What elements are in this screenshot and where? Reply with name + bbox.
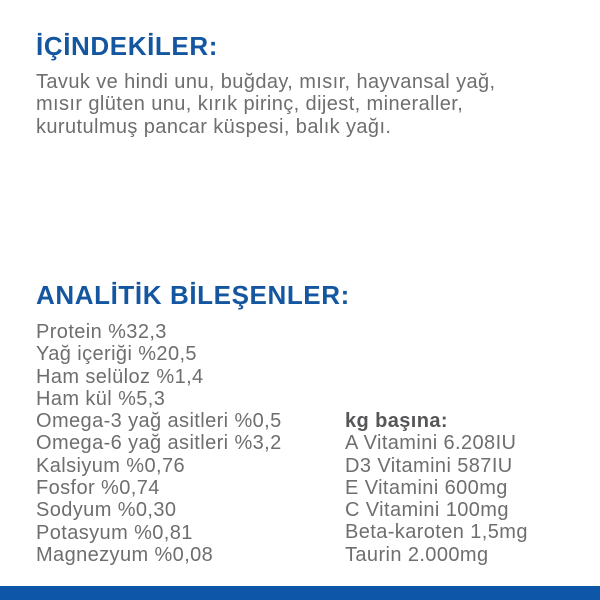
analytic-item: Omega-6 yağ asitleri %3,2 bbox=[36, 432, 282, 455]
per-kg-item: A Vitamini 6.208IU bbox=[345, 432, 517, 455]
analytic-item: Sodyum %0,30 bbox=[36, 499, 177, 522]
ingredients-heading: İÇİNDEKİLER: bbox=[36, 31, 218, 61]
per-kg-heading: kg başına: bbox=[345, 410, 448, 432]
per-kg-list bbox=[345, 432, 528, 566]
bottom-accent-bar bbox=[0, 586, 600, 600]
per-kg-column bbox=[345, 410, 528, 566]
ingredients-line: Tavuk ve hindi unu, buğday, mısır, hayvansal yağ, bbox=[36, 71, 496, 93]
ingredients-line: kurutulmuş pancar küspesi, balık yağı. bbox=[36, 115, 392, 138]
analytic-item: Yağ içeriği %20,5 bbox=[36, 343, 197, 366]
analytic-item: Potasyum %0,81 bbox=[36, 521, 193, 544]
per-kg-item: D3 Vitamini 587IU bbox=[345, 454, 513, 477]
analytical-components-heading: ANALİTİK BİLEŞENLER: bbox=[36, 280, 350, 310]
per-kg-item: Taurin 2.000mg bbox=[345, 543, 489, 566]
analytic-item: Kalsiyum %0,76 bbox=[36, 454, 185, 477]
per-kg-item: C Vitamini 100mg bbox=[345, 499, 509, 522]
ingredients-paragraph bbox=[36, 71, 495, 138]
per-kg-item: Beta-karoten 1,5mg bbox=[345, 521, 528, 544]
analytic-item: Ham kül %5,3 bbox=[36, 387, 166, 410]
analytic-item: Protein %32,3 bbox=[36, 321, 167, 343]
analytic-item: Magnezyum %0,08 bbox=[36, 543, 214, 566]
per-kg-item: E Vitamini 600mg bbox=[345, 476, 508, 499]
analytic-item: Ham selüloz %1,4 bbox=[36, 365, 204, 388]
analytic-item: Omega-3 yağ asitleri %0,5 bbox=[36, 410, 282, 433]
ingredients-line: mısır glüten unu, kırık pirinç, dijest, mineraller, bbox=[36, 93, 464, 116]
analytical-components-list bbox=[36, 321, 282, 566]
analytic-item: Fosfor %0,74 bbox=[36, 477, 160, 500]
